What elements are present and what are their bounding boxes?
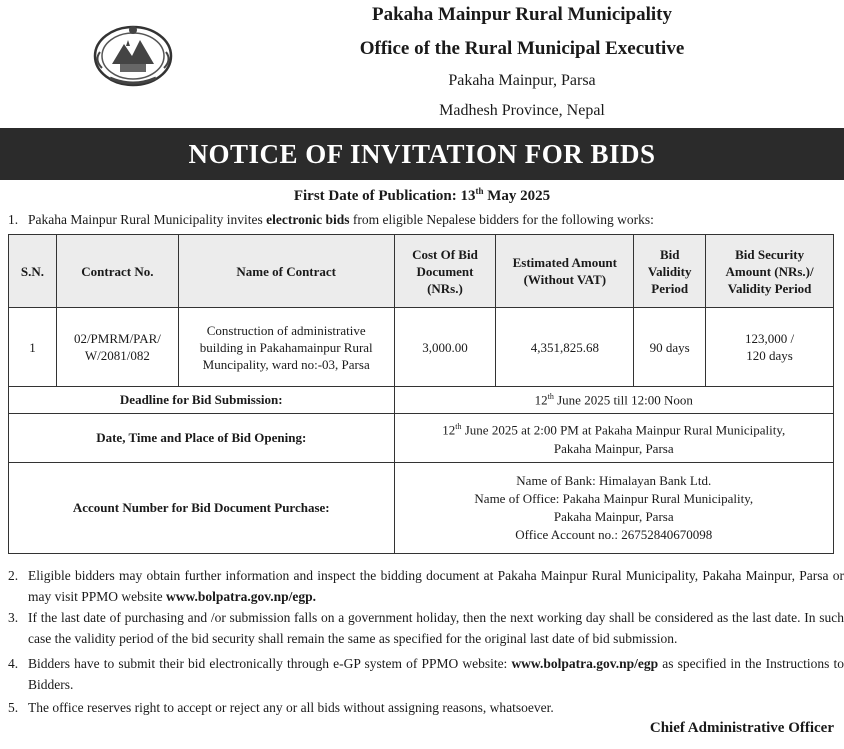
opening-label: Date, Time and Place of Bid Opening: (9, 414, 395, 463)
deadline-value: 12th June 2025 till 12:00 Noon (394, 387, 833, 414)
clause-number: 3. (8, 610, 19, 625)
address-line: Pakaha Mainpur, Parsa (448, 72, 596, 89)
clause-text: Bidders have to submit their bid electronically through e-GP system of PPMO website: www.bolpatra.gov.np/egp as specified in the Instructions to Bidders. (28, 656, 844, 692)
account-label: Account Number for Bid Document Purchase: (9, 463, 395, 554)
opening-value: 12th June 2025 at 2:00 PM at Pakaha Mainpur Rural Municipality, Pakaha Mainpur, Parsa (394, 414, 833, 463)
cell-cost: 3,000.00 (394, 308, 496, 387)
publication-date: First Date of Publication: 13th May 2025 (293, 186, 551, 204)
cell-contract-no: 02/PMRM/PAR/ W/2081/082 (56, 308, 178, 387)
municipality-name: Pakaha Mainpur Rural Municipality (371, 4, 672, 25)
col-bid-security: Bid Security Amount (NRs.)/ Validity Period (706, 235, 834, 308)
province-line: Madhesh Province, Nepal (439, 102, 605, 119)
account-row (9, 463, 834, 554)
cell-validity: 90 days (634, 308, 706, 387)
col-name-of-contract: Name of Contract (178, 235, 394, 308)
clause-number: 5. (8, 700, 19, 715)
deadline-label: Deadline for Bid Submission: (9, 387, 395, 414)
clause-text: If the last date of purchasing and /or submission falls on a government holiday, then the next working day shall be considered as the last date. In such case the validity period of the bid security shall remain the same as specified for the original last date of bid submission. (28, 610, 844, 646)
clause-text: Eligible bidders may obtain further information and inspect the bidding document at Pakaha Mainpur Rural Municipality, Pakaha Mainpur, Parsa or may visit PPMO website www.bolpatra.gov.np/egp. (28, 568, 844, 604)
bids-table (8, 234, 834, 554)
notice-title: NOTICE OF INVITATION FOR BIDS (0, 128, 844, 180)
opening-row (9, 414, 834, 463)
table-row (9, 308, 834, 387)
cell-sn: 1 (9, 308, 57, 387)
cell-estimated-amount: 4,351,825.68 (496, 308, 634, 387)
clause-number: 4. (8, 656, 19, 671)
col-contract-no: Contract No. (56, 235, 178, 308)
letterhead (0, 0, 844, 128)
office-name: Office of the Rural Municipal Executive (359, 38, 685, 59)
clause-text: Pakaha Mainpur Rural Municipality invites electronic bids from eligible Nepalese bidders for the following works: (28, 212, 654, 227)
clause-number: 1. (8, 212, 19, 227)
cell-contract-name: Construction of administrative building in Pakahamainpur Rural Muncipality, ward no:-03, Parsa (178, 308, 394, 387)
deadline-row (9, 387, 834, 414)
cell-security: 123,000 / 120 days (706, 308, 834, 387)
col-sn: S.N. (9, 235, 57, 308)
clause-number: 2. (8, 568, 19, 583)
website-link[interactable]: www.bolpatra.gov.np/egp. (166, 589, 317, 604)
table-header-row (9, 235, 834, 308)
col-estimated-amount: Estimated Amount (Without VAT) (496, 235, 634, 308)
signature-title: Chief Administrative Officer (649, 720, 834, 736)
clause-text: The office reserves right to accept or reject any or all bids without assigning reasons, whatsoever. (28, 700, 554, 715)
nepal-government-emblem-icon (92, 22, 174, 88)
account-value: Name of Bank: Himalayan Bank Ltd. Name of Office: Pakaha Mainpur Rural Municipality, Pakaha Mainpur, Parsa Office Account no.: 26752840670098 (394, 463, 833, 554)
col-bid-validity: Bid Validity Period (634, 235, 706, 308)
col-cost: Cost Of Bid Document (NRs.) (394, 235, 496, 308)
website-link[interactable]: www.bolpatra.gov.np/egp (511, 656, 659, 671)
